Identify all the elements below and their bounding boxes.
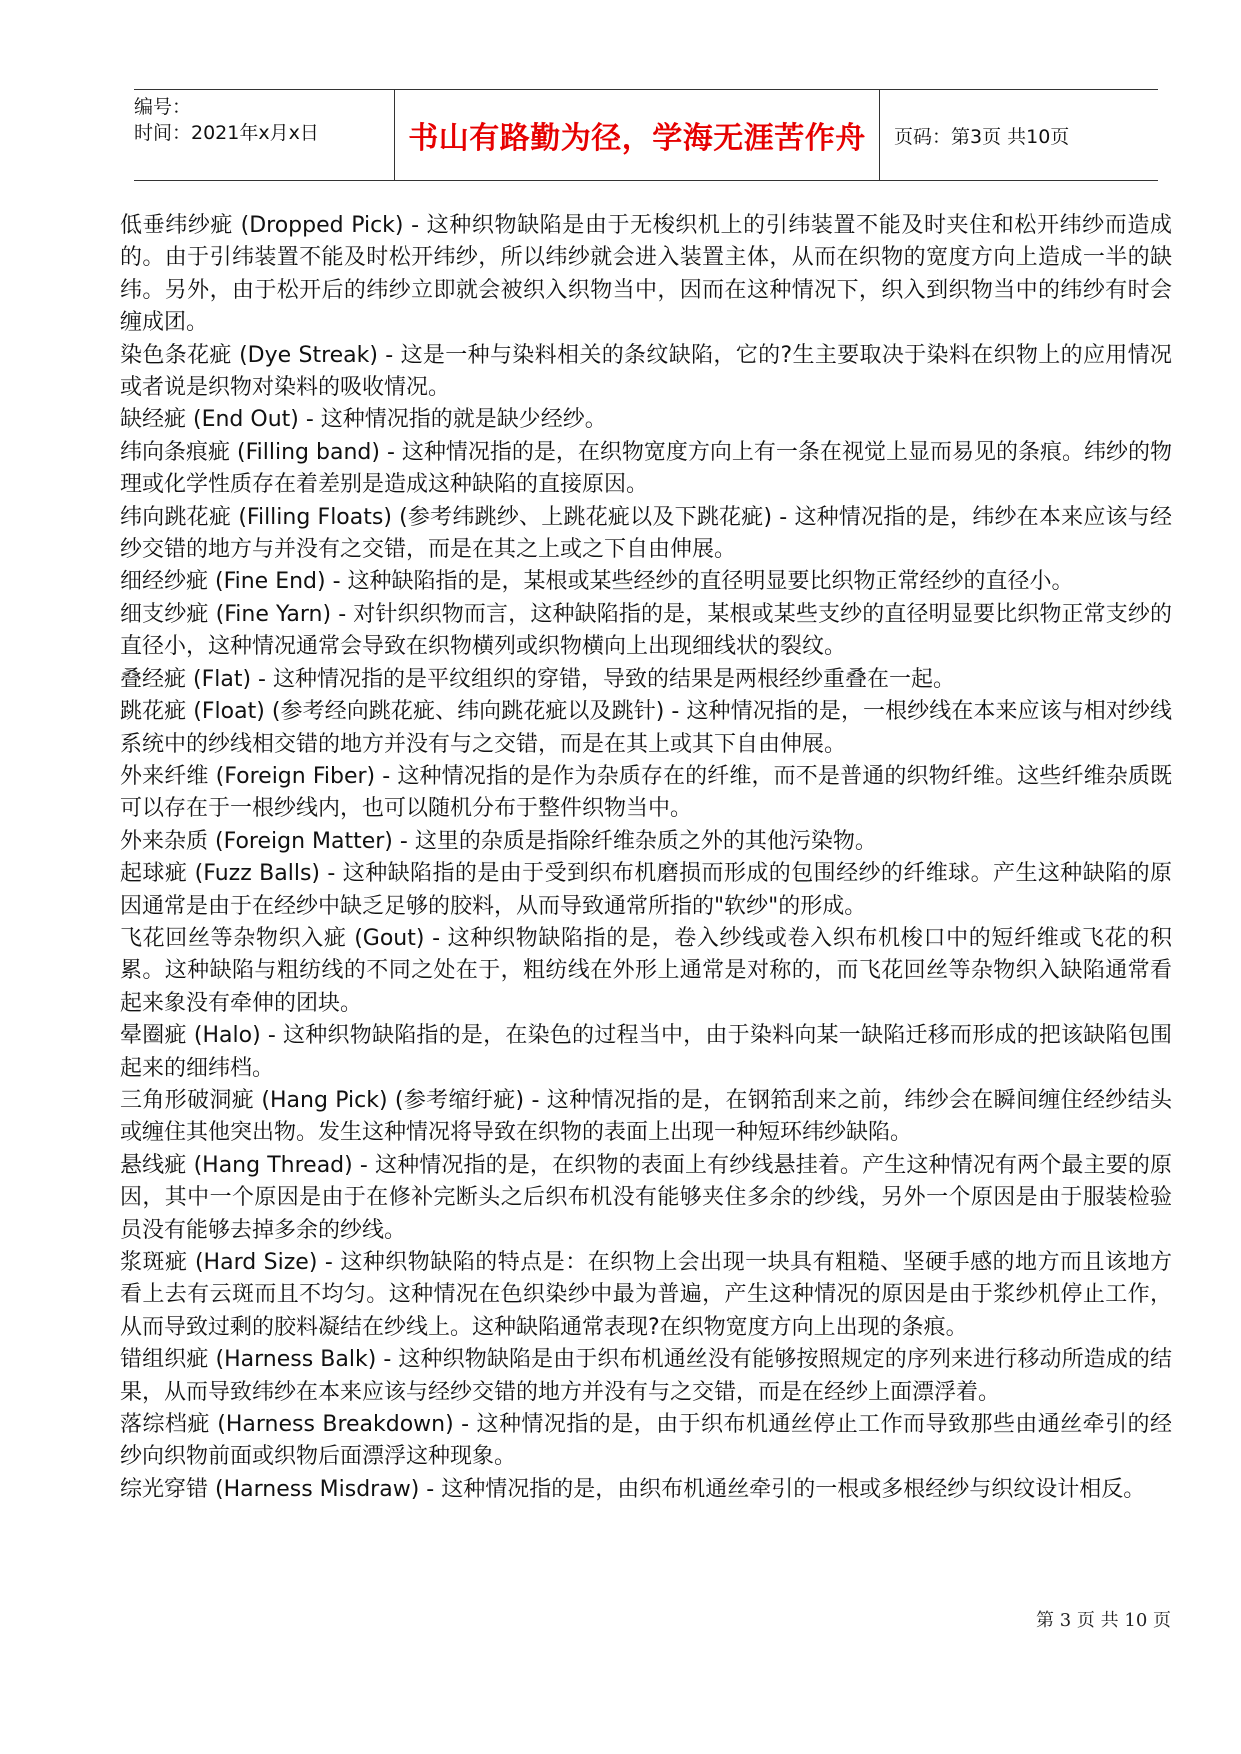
glossary-entry: 落综档疵 (Harness Breakdown) - 这种情况指的是，由于织布机通丝停止工作而导致那些由通丝牵引的经纱向织物前面或织物后面漂浮这种现象。 xyxy=(120,1412,1172,1470)
glossary-entry: 染色条花疵 (Dye Streak) - 这是一种与染料相关的条纹缺陷，它的?生主要取决于染料在织物上的应用情况或者说是织物对染料的吸收情况。 xyxy=(120,342,1172,401)
glossary-entry: 纬向跳花疵 (Filling Floats) (参考纬跳纱、上跳花疵以及下跳花疵) - 这种情况指的是，纬纱在本来应该与经纱交错的地方与并没有之交错，而是在其之上或之下自由伸展。 xyxy=(120,504,1172,563)
glossary-entry: 叠经疵 (Flat) - 这种情况指的是平纹组织的穿错，导致的结果是两根经纱重叠在一起。 xyxy=(120,666,955,692)
glossary-entry: 细经纱疵 (Fine End) - 这种缺陷指的是，某根或某些经纱的直径明显要比织物正常经纱的直径小。 xyxy=(120,569,1074,595)
glossary-entry: 低垂纬纱疵 (Dropped Pick) - 这种织物缺陷是由于无梭织机上的引纬装置不能及时夹住和松开纬纱而造成的。由于引纬装置不能及时松开纬纱，所以纬纱就会进入装置主体，从而在织物的宽度方向上造成一半的缺纬。另外，由于松开后的纬纱立即就会被织入织物当中，因而在这种情况下，织入到织物当中的纬纱有时会缠成团。 xyxy=(120,213,1172,336)
document-body xyxy=(120,210,1172,1506)
glossary-entry: 外来杂质 (Foreign Matter) - 这里的杂质是指除纤维杂质之外的其他污染物。 xyxy=(120,828,877,854)
glossary-entry: 缺经疵 (End Out) - 这种情况指的就是缺少经纱。 xyxy=(120,407,607,433)
glossary-entry: 起球疵 (Fuzz Balls) - 这种缺陷指的是由于受到织布机磨损而形成的包围经纱的纤维球。产生这种缺陷的原因通常是由于在经纱中缺乏足够的胶料，从而导致通常所指的"软纱"的形成。 xyxy=(120,861,1172,919)
glossary-entry: 细支纱疵 (Fine Yarn) - 对针织织物而言，这种缺陷指的是，某根或某些支纱的直径明显要比织物正常支纱的直径小，这种情况通常会导致在织物横列或织物横向上出现细线状的裂纹。 xyxy=(120,601,1172,660)
glossary-entry: 晕圈疵 (Halo) - 这种织物缺陷指的是，在染色的过程当中，由于染料向某一缺陷迁移而形成的把该缺陷包围起来的细纬档。 xyxy=(120,1023,1172,1081)
time-label: 时间：2021年x月x日 xyxy=(134,122,319,144)
glossary-entry: 跳花疵 (Float) (参考经向跳花疵、纬向跳花疵以及跳针) - 这种情况指的是，一根纱线在本来应该与相对纱线系统中的纱线相交错的地方并没有与之交错，而是在其上或其下自由伸展。 xyxy=(120,699,1172,757)
glossary-entry: 悬线疵 (Hang Thread) - 这种情况指的是，在织物的表面上有纱线悬挂着。产生这种情况有两个最主要的原因，其中一个原因是由于在修补完断头之后织布机没有能够夹住多余的纱线，另外一个原因是由于服装检验员没有能够去掉多余的纱线。 xyxy=(120,1152,1172,1243)
glossary-entry: 纬向条痕疵 (Filling band) - 这种情况指的是，在织物宽度方向上有一条在视觉上显而易见的条痕。纬纱的物理或化学性质存在着差别是造成这种缺陷的直接原因。 xyxy=(120,439,1172,498)
document-header xyxy=(134,89,1158,181)
glossary-entry: 外来纤维 (Foreign Fiber) - 这种情况指的是作为杂质存在的纤维，而不是普通的织物纤维。这些纤维杂质既可以存在于一根纱线内，也可以随机分布于整件织物当中。 xyxy=(120,763,1172,822)
header-motto: 书山有路勤为径，学海无涯苦作舟 xyxy=(394,90,880,180)
glossary-entry: 飞花回丝等杂物织入疵 (Gout) - 这种织物缺陷指的是，卷入纱线或卷入织布机梭口中的短纤维或飞花的积累。这种缺陷与粗纺线的不同之处在于，粗纺线在外形上通常是对称的，而飞花回丝等杂物织入缺陷通常看起来象没有牵伸的团块。 xyxy=(120,925,1172,1016)
glossary-entry: 综光穿错 (Harness Misdraw) - 这种情况指的是，由织布机通丝牵引的一根或多根经纱与织纹设计相反。 xyxy=(120,1476,1146,1502)
glossary-entry: 浆斑疵 (Hard Size) - 这种织物缺陷的特点是：在织物上会出现一块具有粗糙、坚硬手感的地方而且该地方看上去有云斑而且不均匀。这种情况在色织染纱中最为普遍，产生这种情况的原因是由于浆纱机停止工作，从而导致过剩的胶料凝结在纱线上。这种缺陷通常表现?在织物宽度方向上出现的条痕。 xyxy=(120,1250,1172,1340)
number-label: 编号： xyxy=(134,96,192,118)
glossary-entry: 错组织疵 (Harness Balk) - 这种织物缺陷是由于织布机通丝没有能够按照规定的序列来进行移动所造成的结果，从而导致纬纱在本来应该与经纱交错的地方并没有与之交错，而是在经纱上面漂浮着。 xyxy=(120,1347,1172,1405)
page-footer: 第 3 页 共 10 页 xyxy=(1036,1610,1171,1631)
header-page-info: 页码：第3页 共10页 xyxy=(894,125,1070,148)
glossary-entry: 三角形破洞疵 (Hang Pick) (参考缩纡疵) - 这种情况指的是，在钢筘刮来之前，纬纱会在瞬间缠住经纱结头或缠住其他突出物。发生这种情况将导致在织物的表面上出现一种短环纬纱缺陷。 xyxy=(120,1087,1172,1146)
header-meta xyxy=(134,90,394,180)
